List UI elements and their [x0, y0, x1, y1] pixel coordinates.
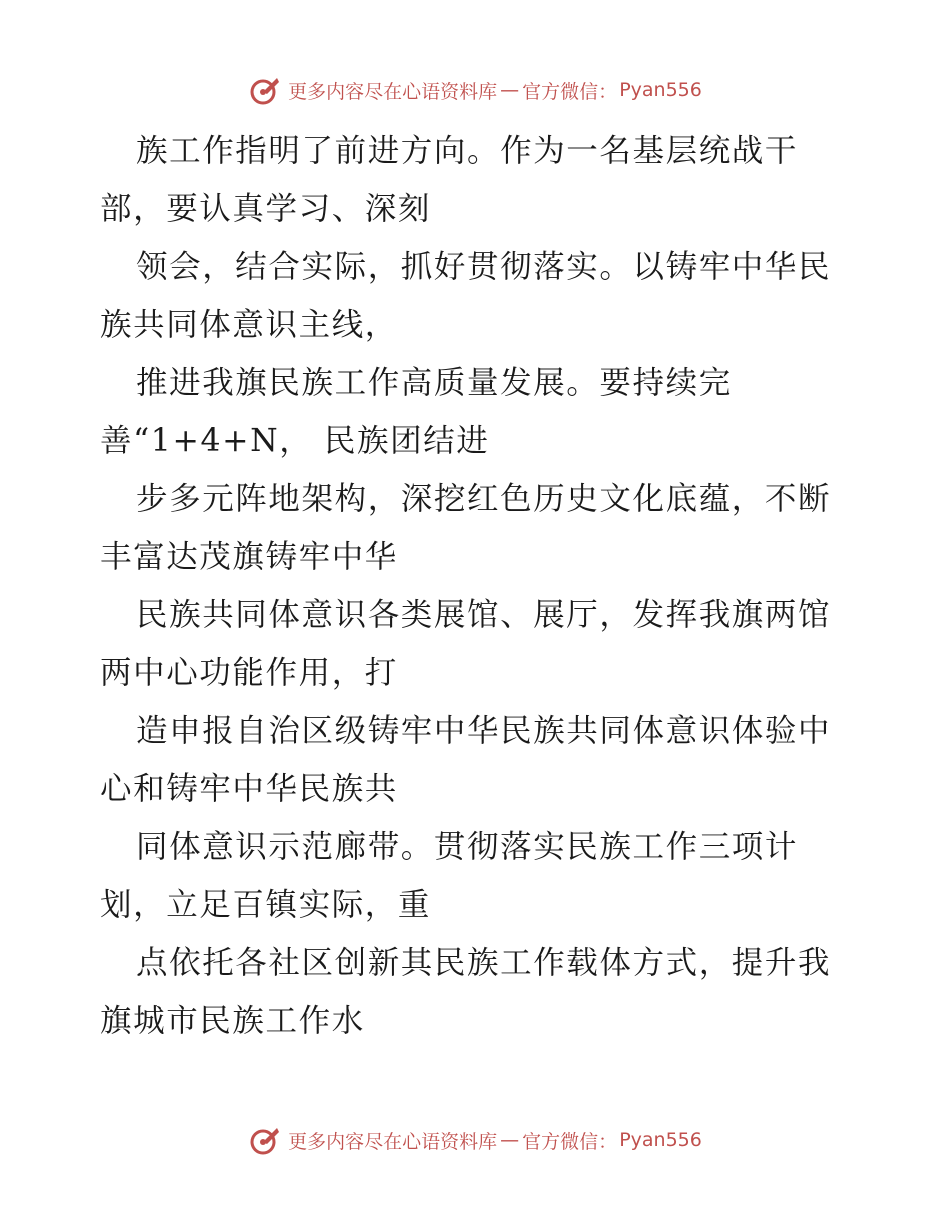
banner-text: 更多内容尽在心语资料库: [288, 1130, 498, 1153]
banner-separator: —: [500, 1129, 520, 1151]
text-line: 心和铸牢中华民族共: [100, 771, 398, 807]
banner-separator: —: [500, 79, 520, 101]
text-line: 旗城市民族工作水: [100, 1003, 365, 1039]
banner-contact: Pyan556: [619, 79, 702, 101]
text-line: 推进我旗民族工作高质量发展。要持续完: [136, 365, 732, 401]
pen-nib-logo-icon: [248, 73, 282, 107]
pen-nib-logo-icon: [248, 1123, 282, 1157]
banner-label: 官方微信：: [522, 1130, 618, 1153]
text-line: 步多元阵地架构，深挖红色历史文化底蕴，不断: [136, 481, 832, 517]
text-line: 造申报自治区级铸牢中华民族共同体意识体验中: [136, 713, 832, 749]
document-body: [100, 122, 860, 1050]
text-line: 善“1+4+N， 民族团结进: [100, 423, 490, 459]
text-line: 点依托各社区创新其民族工作载体方式，提升我: [136, 945, 832, 981]
text-line: 划，立足百镇实际，重: [100, 887, 432, 923]
text-line: 领会，结合实际，抓好贯彻落实。以铸牢中华民: [136, 249, 832, 285]
banner-contact: Pyan556: [619, 1129, 702, 1151]
footer-watermark: [0, 1122, 950, 1158]
text-line: 族共同体意识主线，: [100, 307, 398, 343]
banner-text: 更多内容尽在心语资料库: [288, 80, 498, 103]
header-watermark: [0, 72, 950, 108]
text-line: 族工作指明了前进方向。作为一名基层统战干: [136, 133, 799, 169]
text-line: 同体意识示范廊带。贯彻落实民族工作三项计: [136, 829, 799, 865]
text-line: 部，要认真学习、深刻: [100, 191, 432, 227]
banner-label: 官方微信：: [522, 80, 618, 103]
text-line: 丰富达茂旗铸牢中华: [100, 539, 398, 575]
text-line: 两中心功能作用，打: [100, 655, 398, 691]
text-line: 民族共同体意识各类展馆、展厅，发挥我旗两馆: [136, 597, 832, 633]
